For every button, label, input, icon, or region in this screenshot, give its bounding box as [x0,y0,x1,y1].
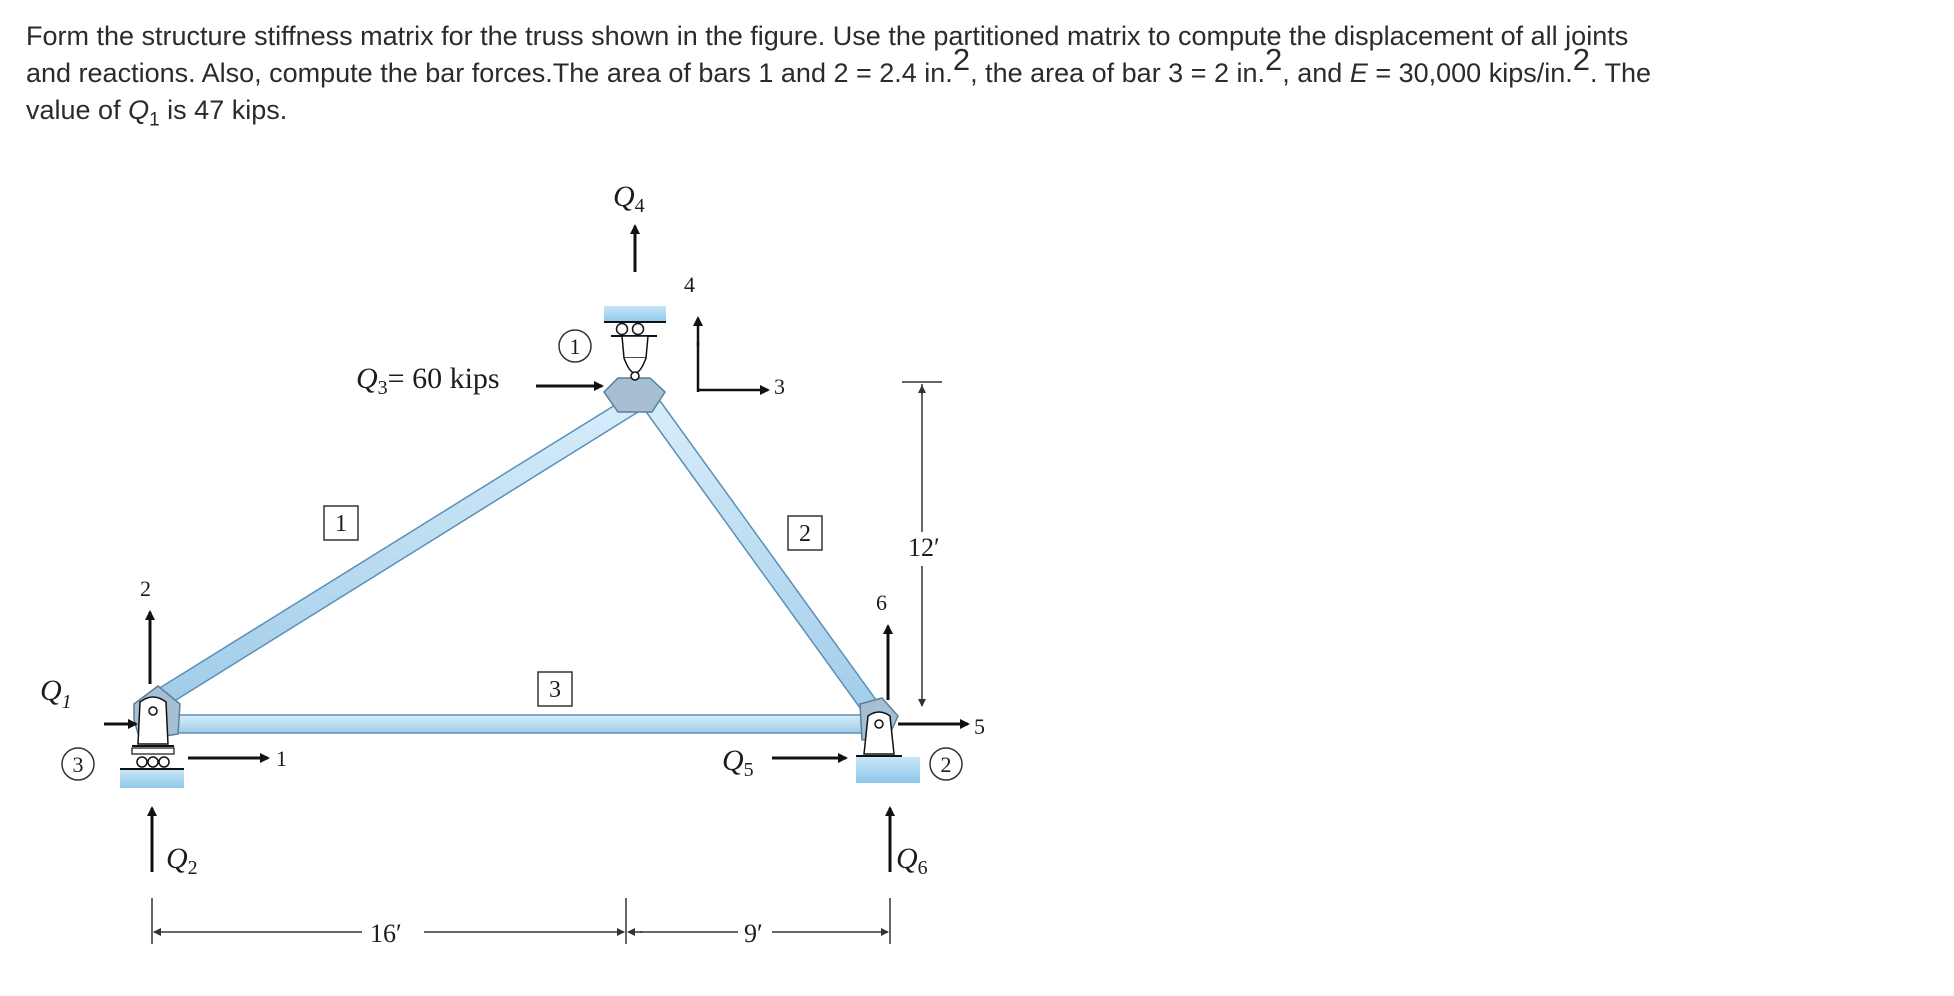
svg-text:1: 1 [335,511,347,537]
svg-text:3: 3 [72,752,84,777]
dof-5-label: 5 [974,714,985,739]
q4-label: $Q_4$ [613,180,645,217]
problem-line-1: Form the structure stiffness matrix for the truss shown in the figure. Use the partitioned matrix to compute the displacement of all joints [26,21,1629,51]
problem-line-2: and reactions. Also, compute the bar forces.The area of bars 1 and 2 = 2.4 in.$^2$, the area of bar 3 = 2 in.$^2$, and E = 30,000 kips/in.$^2$. The [26,42,1652,88]
top-roller-support [604,306,666,380]
dof-2-label: 2 [140,576,151,601]
joint-3-label [62,748,94,780]
bar-3-member [156,715,878,733]
dof-3-label: 3 [774,374,785,399]
q5-label: $Q_5$ [722,744,754,781]
svg-text:1: 1 [569,334,581,359]
dim-left-label: 16′ [370,919,402,948]
bar-2-label [788,516,822,550]
bottom-dimension [152,898,890,944]
joint-1-label [559,330,591,362]
dof-4-label: 4 [684,272,695,297]
q3-label: $Q_3= 60$ kips [356,362,500,399]
q-subscript: 1 [149,109,160,131]
exponent: 2 [1572,42,1590,77]
exponent: 2 [952,42,971,77]
q2-label: $Q_2$ [166,842,198,879]
dof-1-label: 1 [276,746,287,771]
bar-2-member [639,394,892,730]
svg-text:2: 2 [940,752,952,777]
q-symbol: Q [128,95,150,125]
bar-1-member [150,392,646,710]
svg-text:2: 2 [799,521,811,547]
e-symbol: E [1349,58,1368,88]
dim-right-label: 9′ [744,919,763,948]
q6-label: $Q_6$ [896,842,928,879]
q1-label: $Q_1$ [40,674,72,713]
bar-1-label [324,506,358,540]
svg-text:3: 3 [549,677,561,703]
problem-line-3: value of $Q_1$ is 47 kips. [26,95,288,131]
exponent: 2 [1265,42,1283,77]
bar-3-label [538,672,572,706]
dof-6-label: 6 [876,590,887,615]
dim-height-label: 12′ [908,533,940,562]
joint-2-label [930,748,962,780]
